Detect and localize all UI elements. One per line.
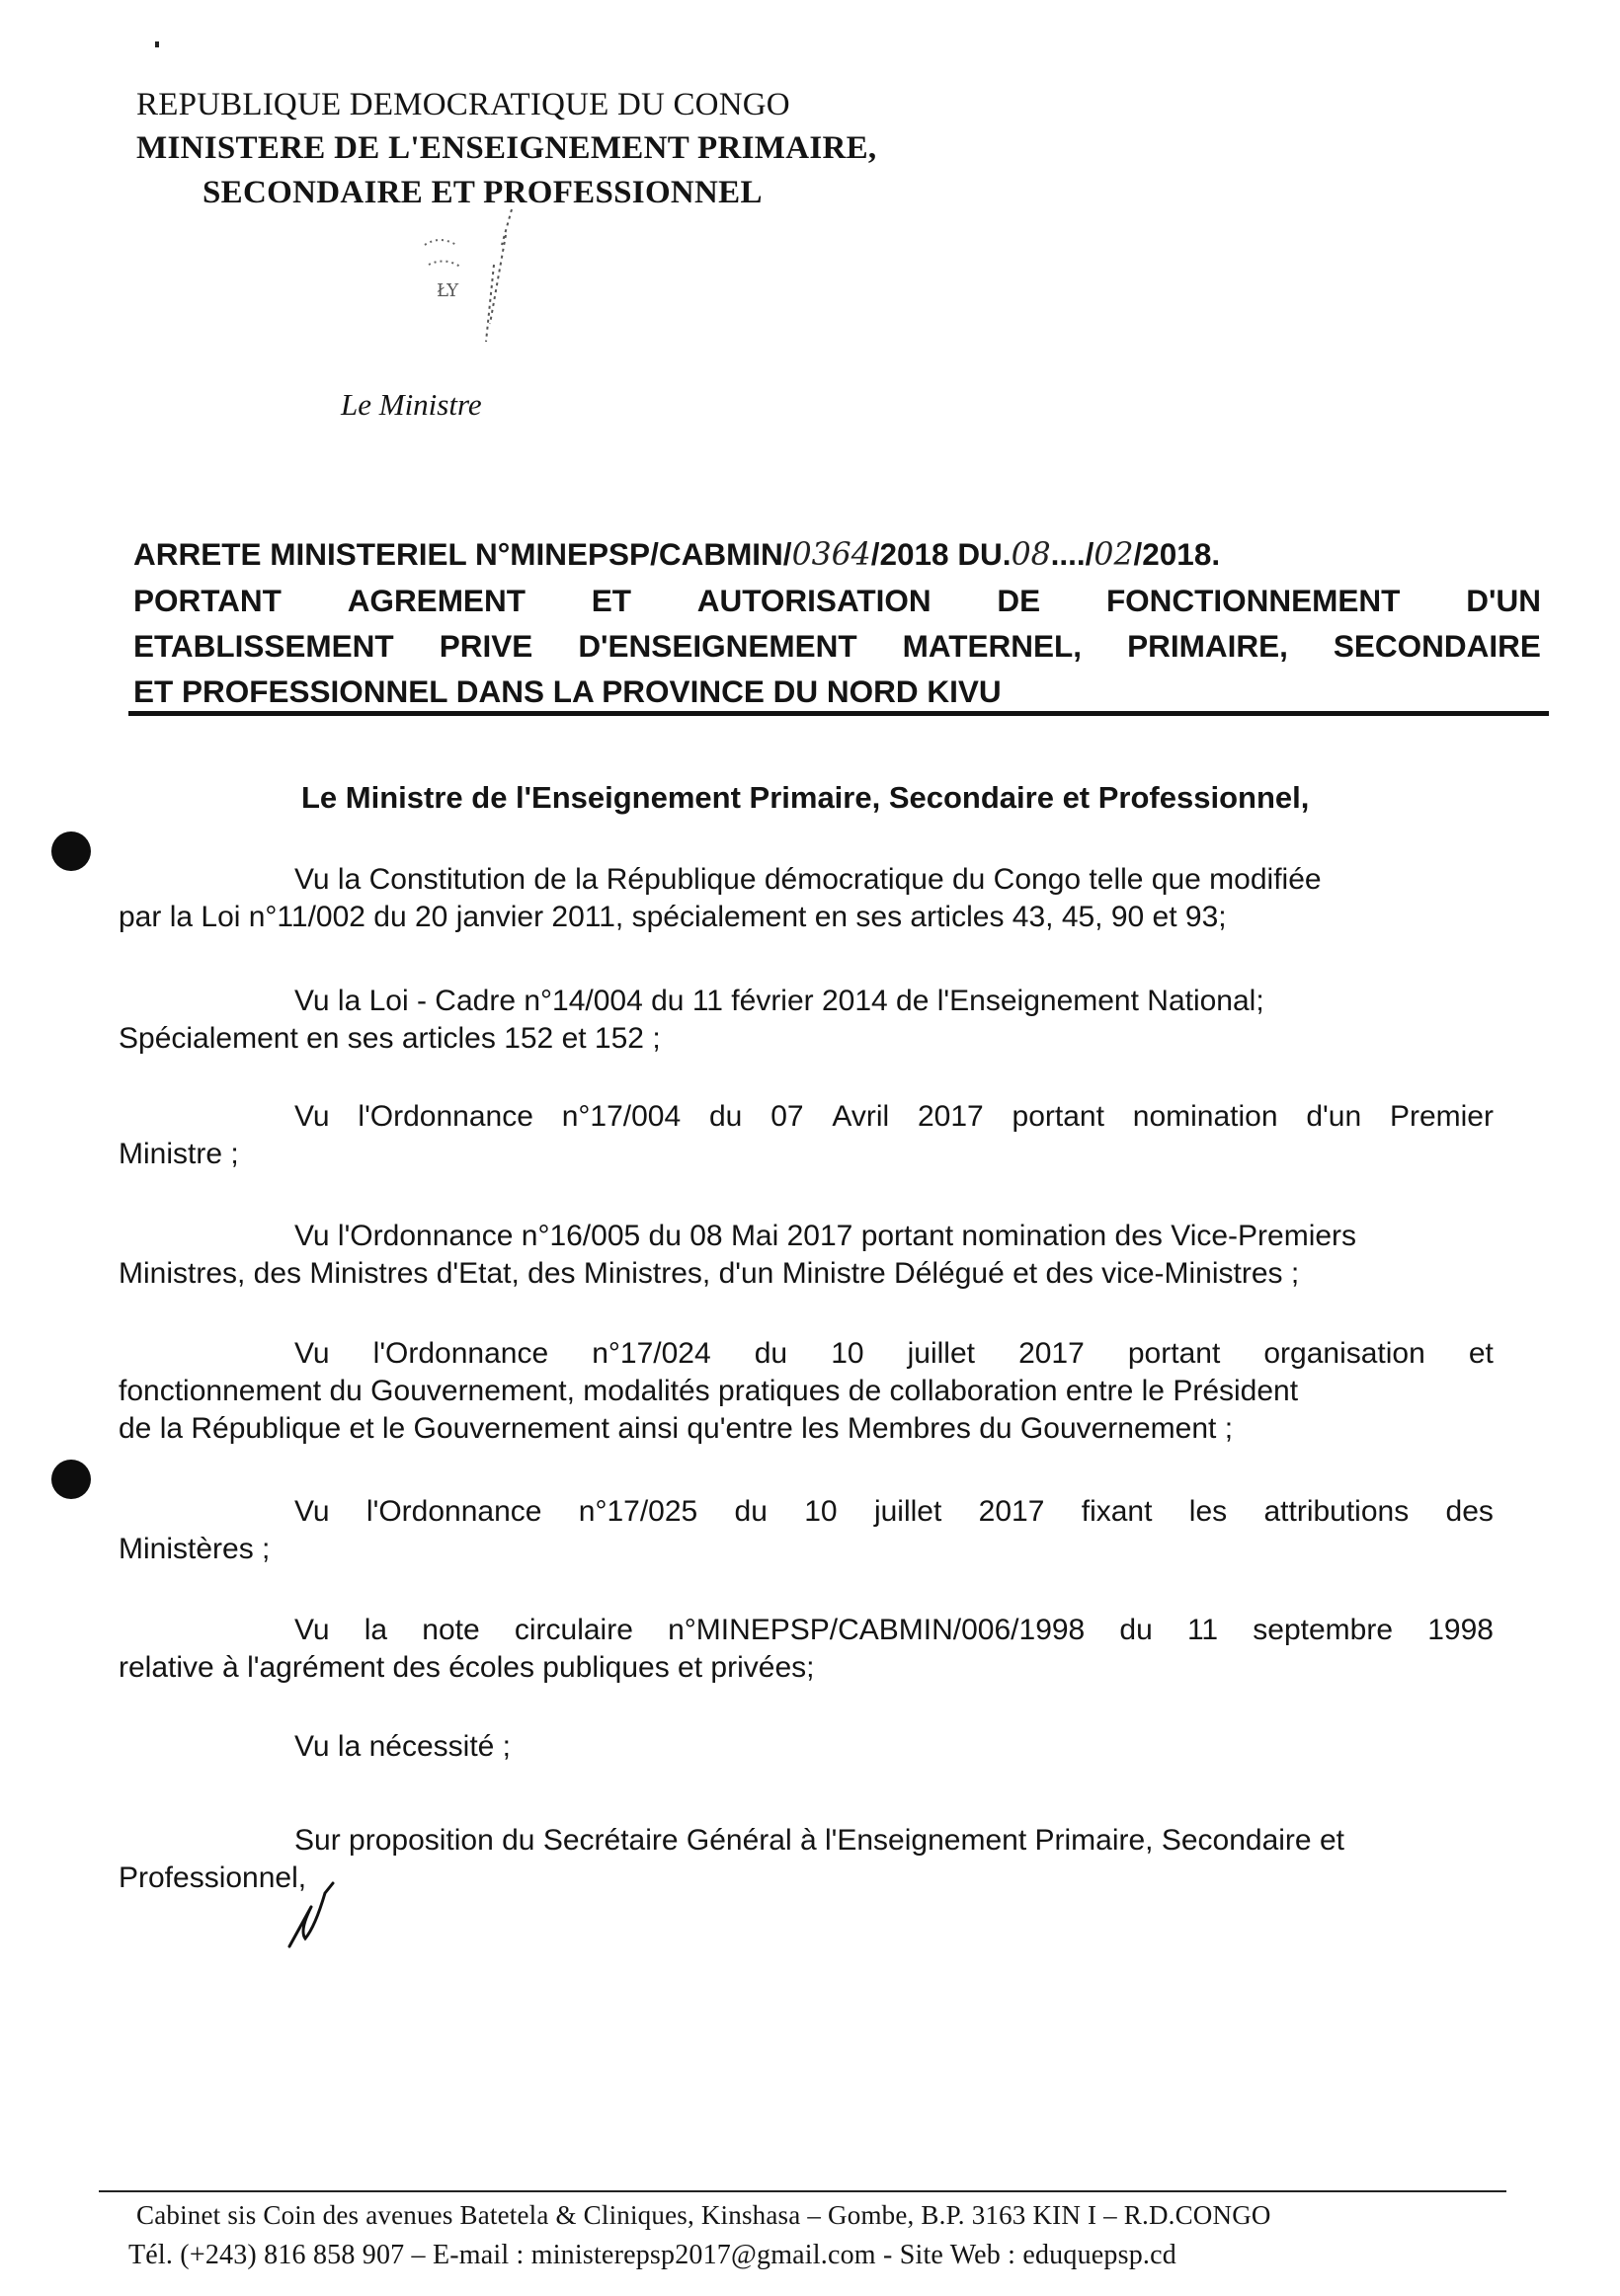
footer-address: Cabinet sis Coin des avenues Batetela & Cliniques, Kinshasa – Gombe, B.P. 3163 KIN I – R.D.CONGO	[136, 2200, 1271, 2230]
word: septembre	[1253, 1614, 1394, 1646]
para-line	[119, 1098, 1494, 1136]
paragraph-necessite	[119, 1728, 1494, 1766]
footer-divider	[99, 2190, 1506, 2192]
word: juillet	[907, 1337, 975, 1370]
word: du	[734, 1495, 768, 1528]
word: 11	[1186, 1614, 1219, 1646]
word: portant	[1012, 1100, 1104, 1133]
word: n°MINEPSP/CABMIN/006/1998	[668, 1614, 1086, 1646]
word: SECONDAIRE	[1333, 628, 1541, 664]
paragraph-ordonnance-17-025	[119, 1493, 1494, 1568]
decree-suffix: /2018.	[1133, 536, 1221, 572]
word: attributions	[1263, 1495, 1410, 1528]
decree-prefix: ARRETE MINISTERIEL N°MINEPSP/CABMIN/	[133, 536, 792, 572]
para-line: Sur proposition du Secrétaire Général à l'Enseignement Primaire, Secondaire et	[294, 1824, 1344, 1857]
word: Avril	[832, 1100, 890, 1133]
word: 10	[804, 1495, 838, 1528]
word: AUTORISATION	[696, 583, 932, 618]
para-line: Ministre ;	[119, 1138, 239, 1170]
handwritten-day: 08	[1011, 537, 1051, 573]
word: du	[709, 1100, 743, 1133]
word: l'Ordonnance	[358, 1100, 533, 1133]
word: Premier	[1389, 1100, 1494, 1133]
para-line: fonctionnement du Gouvernement, modalités pratiques de collaboration entre le Président	[119, 1375, 1299, 1407]
word: du	[754, 1337, 788, 1370]
word: l'Ordonnance	[365, 1495, 542, 1528]
word: 1998	[1427, 1614, 1494, 1646]
decree-line-4: ET PROFESSIONNEL DANS LA PROVINCE DU NORD KIVU	[133, 673, 1002, 709]
paragraph-ordonnance-17-004	[119, 1098, 1494, 1173]
para-line: Vu la nécessité ;	[294, 1730, 512, 1763]
word: et	[1468, 1337, 1494, 1370]
word: la	[364, 1614, 388, 1646]
word: ET	[591, 583, 631, 618]
word: organisation	[1263, 1337, 1425, 1370]
para-line: relative à l'agrément des écoles publiques et privées;	[119, 1651, 815, 1684]
word: MATERNEL,	[902, 628, 1083, 664]
decree-line-2	[133, 578, 1541, 623]
word: n°17/025	[578, 1495, 698, 1528]
word: fixant	[1081, 1495, 1153, 1528]
word: 10	[831, 1337, 864, 1370]
decree-number-line	[133, 531, 1541, 578]
decree-title	[133, 531, 1541, 714]
ministry-heading-cont: SECONDAIRE ET PROFESSIONNEL	[202, 175, 763, 210]
title-divider	[128, 711, 1549, 716]
word: n°17/004	[561, 1100, 682, 1133]
word: 2017	[1018, 1337, 1085, 1370]
word: nomination	[1132, 1100, 1278, 1133]
word: d'un	[1306, 1100, 1362, 1133]
para-line	[119, 1335, 1494, 1373]
word: 2017	[978, 1495, 1045, 1528]
decree-year: /2018 DU.	[870, 536, 1012, 572]
country-heading: REPUBLIQUE DEMOCRATIQUE DU CONGO	[136, 87, 790, 122]
word: Vu	[294, 1614, 330, 1646]
para-line: Ministères ;	[119, 1533, 271, 1565]
para-line: par la Loi n°11/002 du 20 janvier 2011, spécialement en ses articles 43, 45, 90 et 93;	[119, 901, 1227, 933]
word: note	[422, 1614, 480, 1646]
decree-dots: ..../	[1050, 536, 1094, 572]
word: PRIVE	[439, 628, 533, 664]
word: ETABLISSEMENT	[133, 628, 394, 664]
word: des	[1445, 1495, 1494, 1528]
word: DE	[997, 583, 1041, 618]
para-line	[119, 1612, 1494, 1649]
para-line	[119, 1493, 1494, 1531]
decree-line-3	[133, 623, 1541, 669]
word: AGREMENT	[347, 583, 526, 618]
para-line: Vu l'Ordonnance n°16/005 du 08 Mai 2017 portant nomination des Vice-Premiers	[294, 1220, 1357, 1252]
initials-signature-icon	[282, 1881, 341, 1950]
para-line: Professionnel,	[119, 1861, 307, 1894]
word: l'Ordonnance	[372, 1337, 549, 1370]
para-line: Vu la Loi - Cadre n°14/004 du 11 février 2014 de l'Enseignement National;	[294, 985, 1264, 1017]
paragraph-loi-cadre	[119, 983, 1494, 1058]
para-line: Spécialement en ses articles 152 et 152 ;	[119, 1022, 661, 1055]
punch-hole-mark	[51, 831, 91, 871]
word: juillet	[873, 1495, 942, 1528]
paragraph-constitution	[119, 861, 1494, 936]
intro-heading: Le Ministre de l'Enseignement Primaire, Secondaire et Professionnel,	[301, 780, 1310, 815]
faint-seal-icon	[395, 205, 524, 344]
paragraph-ordonnance-16-005	[119, 1218, 1494, 1293]
para-line: de la République et le Gouvernement ainsi qu'entre les Membres du Gouvernement ;	[119, 1412, 1234, 1445]
handwritten-month: 02	[1094, 537, 1134, 573]
word: portant	[1127, 1337, 1221, 1370]
word: circulaire	[514, 1614, 633, 1646]
word: D'ENSEIGNEMENT	[578, 628, 857, 664]
para-line: Ministres, des Ministres d'Etat, des Ministres, d'un Ministre Délégué et des vice-Ministres ;	[119, 1257, 1300, 1290]
minister-label: Le Ministre	[341, 387, 482, 422]
ministry-heading: MINISTERE DE L'ENSEIGNEMENT PRIMAIRE,	[136, 130, 877, 166]
svg-text:ŁY: ŁY	[437, 280, 459, 301]
word: 07	[770, 1100, 804, 1133]
handwritten-number: 0364	[791, 537, 871, 573]
paragraph-ordonnance-17-024	[119, 1335, 1494, 1448]
paragraph-note-circulaire	[119, 1612, 1494, 1687]
word: Vu	[294, 1337, 330, 1370]
word: FONCTIONNEMENT	[1105, 583, 1401, 618]
word: du	[1119, 1614, 1153, 1646]
footer-contact: Tél. (+243) 816 858 907 – E-mail : ministerepsp2017@gmail.com - Site Web : eduquepsp.cd	[128, 2240, 1176, 2270]
word: les	[1188, 1495, 1228, 1528]
word: 2017	[917, 1100, 984, 1133]
word: n°17/024	[592, 1337, 711, 1370]
word: PRIMAIRE,	[1127, 628, 1288, 664]
para-line: Vu la Constitution de la République démocratique du Congo telle que modifiée	[294, 863, 1322, 896]
word: D'UN	[1466, 583, 1541, 618]
word: Vu	[294, 1100, 330, 1133]
word: Vu	[294, 1495, 330, 1528]
scan-speck	[155, 41, 159, 47]
word: PORTANT	[133, 583, 282, 618]
punch-hole-mark	[51, 1460, 91, 1499]
